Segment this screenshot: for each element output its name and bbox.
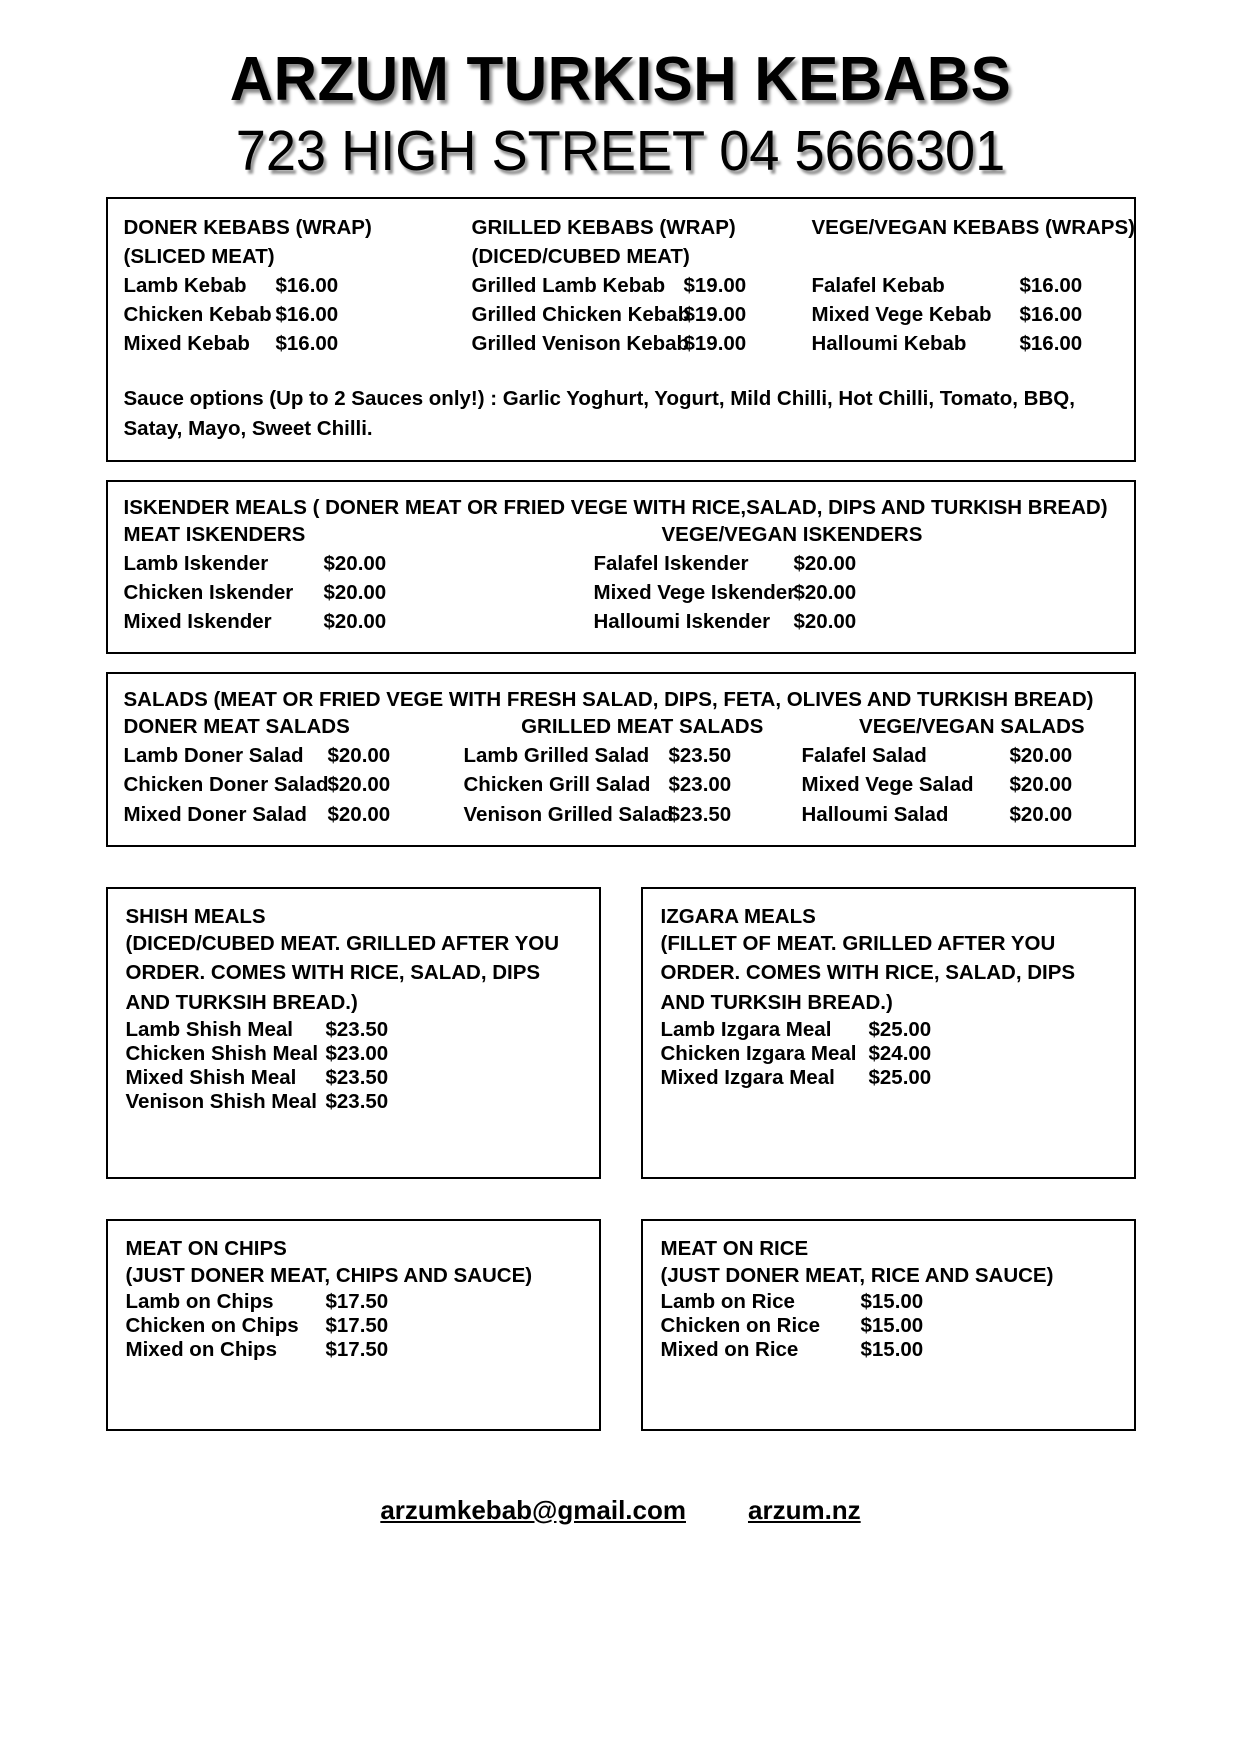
item-name: Mixed Shish Meal [125,1065,297,1089]
doner-kebabs-subheading: (SLICED MEAT) [123,244,275,268]
item-price: $17.50 [325,1290,389,1314]
item-price: $25.00 [868,1017,932,1041]
item-name: Lamb Shish Meal [125,1017,293,1041]
item-name: Falafel Iskender [593,551,749,575]
item-price: $15.00 [860,1338,924,1362]
menu-item-row [124,549,1118,578]
vege-salads-subheading: VEGE/VEGAN SALADS [859,715,1085,739]
item-name: Venison Grilled Salad [463,802,674,826]
menu-item-row [124,741,1118,770]
grilled-kebabs-subheading: (DICED/CUBED MEAT) [471,244,690,268]
menu-item [464,800,802,829]
item-price: $23.50 [668,744,732,768]
item-price: $20.00 [793,580,857,604]
chips-heading: MEAT ON CHIPS [125,1236,287,1260]
item-name: Lamb Doner Salad [123,744,304,768]
item-name: Lamb on Rice [660,1290,795,1314]
menu-item-row [124,800,1118,829]
item-price: $19.00 [683,332,747,356]
menu-item [124,300,472,329]
item-name: Lamb Kebab [123,274,247,297]
item-price: $20.00 [1009,773,1073,797]
meat-on-rice-section [641,1219,1136,1431]
item-price: $19.00 [683,274,747,297]
rice-description: (JUST DONER MEAT, RICE AND SAUCE) [660,1263,1054,1287]
shish-section [106,887,601,1179]
item-name: Mixed Izgara Meal [660,1065,835,1089]
menu-item [802,741,1102,770]
menu-item-row [124,300,1118,329]
menu-item [661,1290,1118,1314]
item-price: $16.00 [1019,303,1083,327]
doner-kebabs-heading: DONER KEBABS (WRAP) [123,215,372,239]
item-price: $23.00 [668,773,732,797]
salads-heading: SALADS (MEAT OR FRIED VEGE WITH FRESH SALAD, DIPS, FETA, OLIVES AND TURKISH BREAD) [123,688,1094,712]
menu-item-row [124,770,1118,799]
menu-item-row [124,271,1118,300]
item-price: $20.00 [323,551,387,575]
item-price: $20.00 [327,744,391,768]
item-price: $23.50 [325,1017,389,1041]
menu-item [126,1018,583,1042]
menu-item [472,300,812,329]
meat-on-chips-section [106,1219,601,1431]
item-name: Mixed on Chips [125,1338,277,1362]
chips-rice-row [106,1219,1136,1431]
menu-item [661,1338,1118,1362]
grilled-kebabs-heading: GRILLED KEBABS (WRAP) [471,215,736,239]
item-name: Chicken Shish Meal [125,1041,319,1065]
menu-item [126,1338,583,1362]
item-price: $23.50 [325,1089,389,1113]
item-price: $20.00 [1009,744,1073,768]
menu-item [594,607,1064,636]
item-price: $20.00 [323,580,387,604]
item-name: Lamb on Chips [125,1290,274,1314]
doner-salads-subheading: DONER MEAT SALADS [123,715,350,739]
email-link[interactable]: arzumkebab@gmail.com [380,1494,686,1525]
menu-item [124,770,464,799]
item-price: $23.50 [668,802,732,826]
chips-description: (JUST DONER MEAT, CHIPS AND SAUCE) [125,1263,533,1287]
menu-item [126,1066,583,1090]
menu-item [124,800,464,829]
menu-item [812,300,1112,329]
menu-item [661,1066,1118,1090]
item-price: $20.00 [327,773,391,797]
item-price: $15.00 [860,1314,924,1338]
menu-header [0,0,1241,183]
item-name: Lamb Grilled Salad [463,744,650,768]
item-price: $23.50 [325,1065,389,1089]
item-price: $17.50 [325,1338,389,1362]
item-name: Chicken Iskender [123,580,294,604]
vege-kebabs-subheading [812,242,1112,271]
item-name: Lamb Izgara Meal [660,1017,832,1041]
item-name: Chicken on Rice [660,1314,820,1338]
menu-item [126,1290,583,1314]
menu-item [472,329,812,358]
item-price: $16.00 [275,332,339,356]
menu-item [126,1314,583,1338]
item-name: Halloumi Salad [801,802,949,826]
menu-item [661,1018,1118,1042]
item-name: Falafel Salad [801,744,927,768]
item-price: $16.00 [1019,332,1083,356]
menu-item [124,578,594,607]
menu-item [594,549,1064,578]
vege-iskenders-subheading: VEGE/VEGAN ISKENDERS [661,522,923,546]
menu-item [124,607,594,636]
menu-item [472,271,812,300]
menu-item [124,549,594,578]
vege-kebabs-heading: VEGE/VEGAN KEBABS (WRAPS) [811,215,1135,239]
item-name: Chicken Kebab [123,303,272,327]
item-price: $20.00 [1009,802,1073,826]
item-name: Mixed Vege Salad [801,773,974,797]
iskender-heading: ISKENDER MEALS ( DONER MEAT OR FRIED VEGE WITH RICE,SALAD, DIPS AND TURKISH BREAD) [123,495,1108,519]
menu-item [661,1042,1118,1066]
item-name: Chicken Doner Salad [123,773,329,797]
item-price: $15.00 [860,1290,924,1314]
item-price: $20.00 [327,802,391,826]
kebabs-headings-line2 [124,242,1118,271]
item-price: $20.00 [793,610,857,634]
iskender-section [106,480,1136,654]
menu-item [464,770,802,799]
izgara-heading: IZGARA MEALS [660,904,816,928]
item-name: Chicken Izgara Meal [660,1041,857,1065]
shish-description: (DICED/CUBED MEAT. GRILLED AFTER YOU ORDER. COMES WITH RICE, SALAD, DIPS AND TURKSIH BREAD.) [125,931,560,1015]
shish-izgara-row [106,887,1136,1179]
item-name: Falafel Kebab [811,274,945,297]
menu-item-row [124,607,1118,636]
menu-item-row [124,329,1118,358]
item-name: Grilled Lamb Kebab [471,274,666,297]
menu-item [126,1090,583,1114]
item-price: $20.00 [793,551,857,575]
menu-item [464,741,802,770]
item-price: $16.00 [1019,274,1083,297]
item-name: Lamb Iskender [123,551,269,575]
item-name: Halloumi Iskender [593,610,771,634]
item-name: Mixed Vege Kebab [811,303,992,327]
item-price: $19.00 [683,303,747,327]
grilled-salads-subheading: GRILLED MEAT SALADS [521,715,764,739]
kebabs-section [106,197,1136,462]
item-name: Venison Shish Meal [125,1089,317,1113]
item-name: Mixed Kebab [123,332,250,356]
item-name: Mixed Vege Iskender [593,580,796,604]
restaurant-title: ARZUM TURKISH KEBABS [229,45,1012,114]
meat-iskenders-subheading: MEAT ISKENDERS [123,522,306,546]
item-price: $23.00 [325,1041,389,1065]
item-name: Grilled Venison Kebab [471,332,690,356]
menu-item [124,329,472,358]
salads-section [106,672,1136,846]
menu-item [812,271,1112,300]
item-name: Chicken on Chips [125,1314,299,1338]
item-price: $24.00 [868,1041,932,1065]
rice-heading: MEAT ON RICE [660,1236,809,1260]
shish-heading: SHISH MEALS [125,904,266,928]
menu-item [126,1042,583,1066]
menu-item-row [124,578,1118,607]
website-link[interactable]: arzum.nz [747,1494,861,1525]
menu-item [802,800,1102,829]
item-name: Halloumi Kebab [811,332,967,356]
item-price: $16.00 [275,274,339,297]
kebabs-headings-line1 [123,213,1135,242]
item-price: $17.50 [325,1314,389,1338]
item-name: Chicken Grill Salad [463,773,651,797]
menu-item [124,271,472,300]
item-price: $16.00 [275,303,339,327]
menu-item [812,329,1112,358]
item-price: $20.00 [323,610,387,634]
izgara-description: (FILLET OF MEAT. GRILLED AFTER YOU ORDER. COMES WITH RICE, SALAD, DIPS AND TURKSIH BREAD.) [660,931,1076,1015]
item-name: Mixed Iskender [123,610,272,634]
item-name: Mixed Doner Salad [123,802,307,826]
iskender-subheadings [124,520,1118,549]
menu-item [661,1314,1118,1338]
menu-item [594,578,1064,607]
sauce-options-note: Sauce options (Up to 2 Sauces only!) : Garlic Yoghurt, Yogurt, Mild Chilli, Hot Chilli, Tomato, BBQ, Satay, Mayo, Sweet Chilli. [123,387,1075,441]
item-name: Grilled Chicken Kebab [471,303,691,327]
menu-item [124,741,464,770]
izgara-section [641,887,1136,1179]
contact-footer [0,1495,1241,1526]
item-name: Mixed on Rice [660,1338,799,1362]
salads-subheadings [124,712,1118,741]
menu-item [802,770,1102,799]
item-price: $25.00 [868,1065,932,1089]
address-phone: 723 HIGH STREET 04 5666301 [235,119,1006,184]
